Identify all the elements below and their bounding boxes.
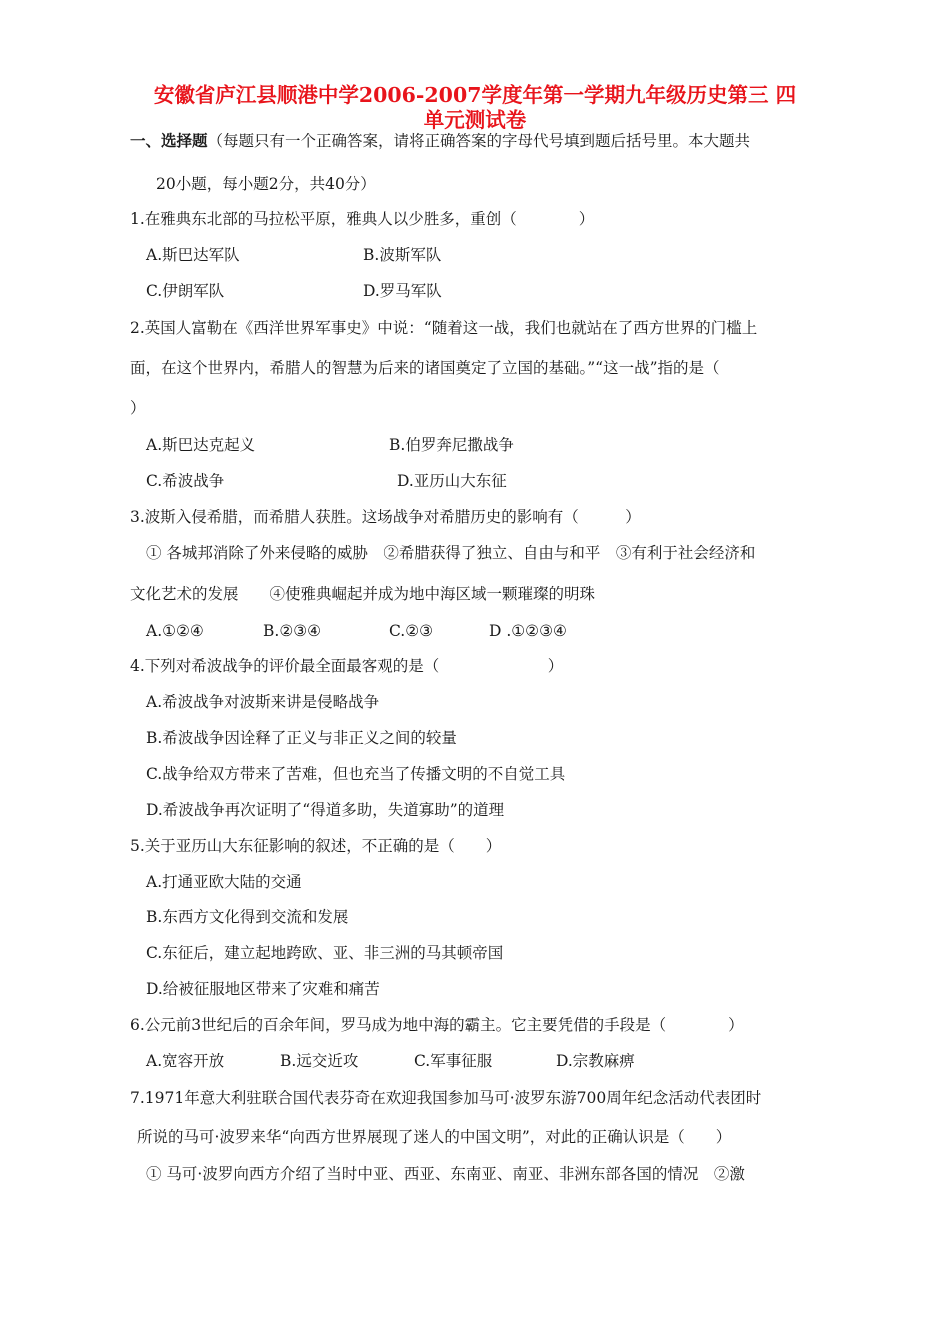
question-5-stem: 5.关于亚历山大东征影响的叙述，不正确的是（ ） bbox=[130, 837, 502, 855]
section-heading-row bbox=[130, 130, 750, 152]
section-instructions-1: （每题只有一个正确答案，请将正确答案的字母代号填到题后括号里。本大题共 bbox=[207, 132, 751, 150]
question-4-option-c: C.战争给双方带来了苦难，但也充当了传播文明的不自觉工具 bbox=[146, 765, 566, 783]
question-3-stem-3: 文化艺术的发展 ④使雅典崛起并成为地中海区域一颗璀璨的明珠 bbox=[130, 585, 596, 603]
question-4-option-d: D.希波战争再次证明了“得道多助，失道寡助”的道理 bbox=[146, 801, 505, 819]
question-7-stem-1: 7.1971年意大利驻联合国代表芬奇在欢迎我国参加马可·波罗东游700周年纪念活动代表团时 bbox=[130, 1089, 762, 1107]
question-4-option-a: A.希波战争对波斯来讲是侵略战争 bbox=[146, 693, 380, 711]
question-2-option-b: B.伯罗奔尼撒战争 bbox=[389, 436, 514, 454]
question-5-option-d: D.给被征服地区带来了灾难和痛苦 bbox=[146, 980, 380, 998]
question-4-stem: 4.下列对希波战争的评价最全面最客观的是（ ） bbox=[130, 657, 564, 675]
question-3-option-b: B.②③④ bbox=[263, 622, 322, 640]
question-7-stem-3: ① 马可·波罗向西方介绍了当时中亚、西亚、东南亚、南亚、非洲东部各国的情况 ②激 bbox=[146, 1165, 745, 1183]
question-5-option-c: C.东征后，建立起地跨欧、亚、非三洲的马其顿帝国 bbox=[146, 944, 504, 962]
question-5-option-b: B.东西方文化得到交流和发展 bbox=[146, 908, 349, 926]
question-6-option-b: B.远交近攻 bbox=[280, 1052, 359, 1070]
question-2-stem-1: 2.英国人富勒在《西洋世界军事史》中说：“随着这一战，我们也就站在了西方世界的门槛上 bbox=[130, 319, 758, 337]
section-heading: 一、选择题 bbox=[130, 131, 208, 150]
question-3-stem-2: ① 各城邦消除了外来侵略的威胁 ②希腊获得了独立、自由与和平 ③有利于社会经济和 bbox=[146, 544, 756, 562]
question-5-option-a: A.打通亚欧大陆的交通 bbox=[146, 873, 302, 891]
question-2-stem-3: ） bbox=[130, 399, 146, 417]
question-2-option-c: C.希波战争 bbox=[146, 472, 225, 490]
question-1-option-b: B.波斯军队 bbox=[363, 246, 442, 264]
question-6-option-a: A.宽容开放 bbox=[146, 1052, 225, 1070]
question-1-option-a: A.斯巴达军队 bbox=[146, 246, 240, 264]
question-3-stem-1: 3.波斯入侵希腊，而希腊人获胜。这场战争对希腊历史的影响有（ ） bbox=[130, 508, 641, 526]
document-title-line1: 安徽省庐江县顺港中学2006-2007学度年第一学期九年级历史第三 四 bbox=[153, 83, 797, 107]
question-6-option-d: D.宗教麻痹 bbox=[556, 1052, 635, 1070]
question-6-option-c: C.军事征服 bbox=[414, 1052, 493, 1070]
question-1-option-c: C.伊朗军队 bbox=[146, 282, 225, 300]
question-4-option-b: B.希波战争因诠释了正义与非正义之间的较量 bbox=[146, 729, 457, 747]
question-6-stem: 6.公元前3世纪后的百余年间，罗马成为地中海的霸主。它主要凭借的手段是（ ） bbox=[130, 1016, 744, 1034]
question-2-stem-2: 面，在这个世界内，希腊人的智慧为后来的诸国奠定了立国的基础。”“这一战”指的是（ bbox=[130, 359, 720, 377]
question-2-option-a: A.斯巴达克起义 bbox=[146, 436, 256, 454]
document-title-line2: 单元测试卷 bbox=[423, 108, 527, 132]
question-3-option-a: A.①②④ bbox=[146, 622, 204, 640]
question-1-stem: 1.在雅典东北部的马拉松平原，雅典人以少胜多，重创（ ） bbox=[130, 210, 595, 228]
question-7-stem-2: 所说的马可·波罗来华“向西方世界展现了迷人的中国文明”，对此的正确认识是（ ） bbox=[137, 1128, 732, 1146]
question-3-option-c: C.②③ bbox=[389, 622, 434, 640]
question-2-option-d: D.亚历山大东征 bbox=[397, 472, 507, 490]
section-instructions-2: 20小题，每小题2分，共40分） bbox=[156, 175, 376, 193]
question-1-option-d: D.罗马军队 bbox=[363, 282, 442, 300]
question-3-option-d: D .①②③④ bbox=[489, 622, 567, 640]
